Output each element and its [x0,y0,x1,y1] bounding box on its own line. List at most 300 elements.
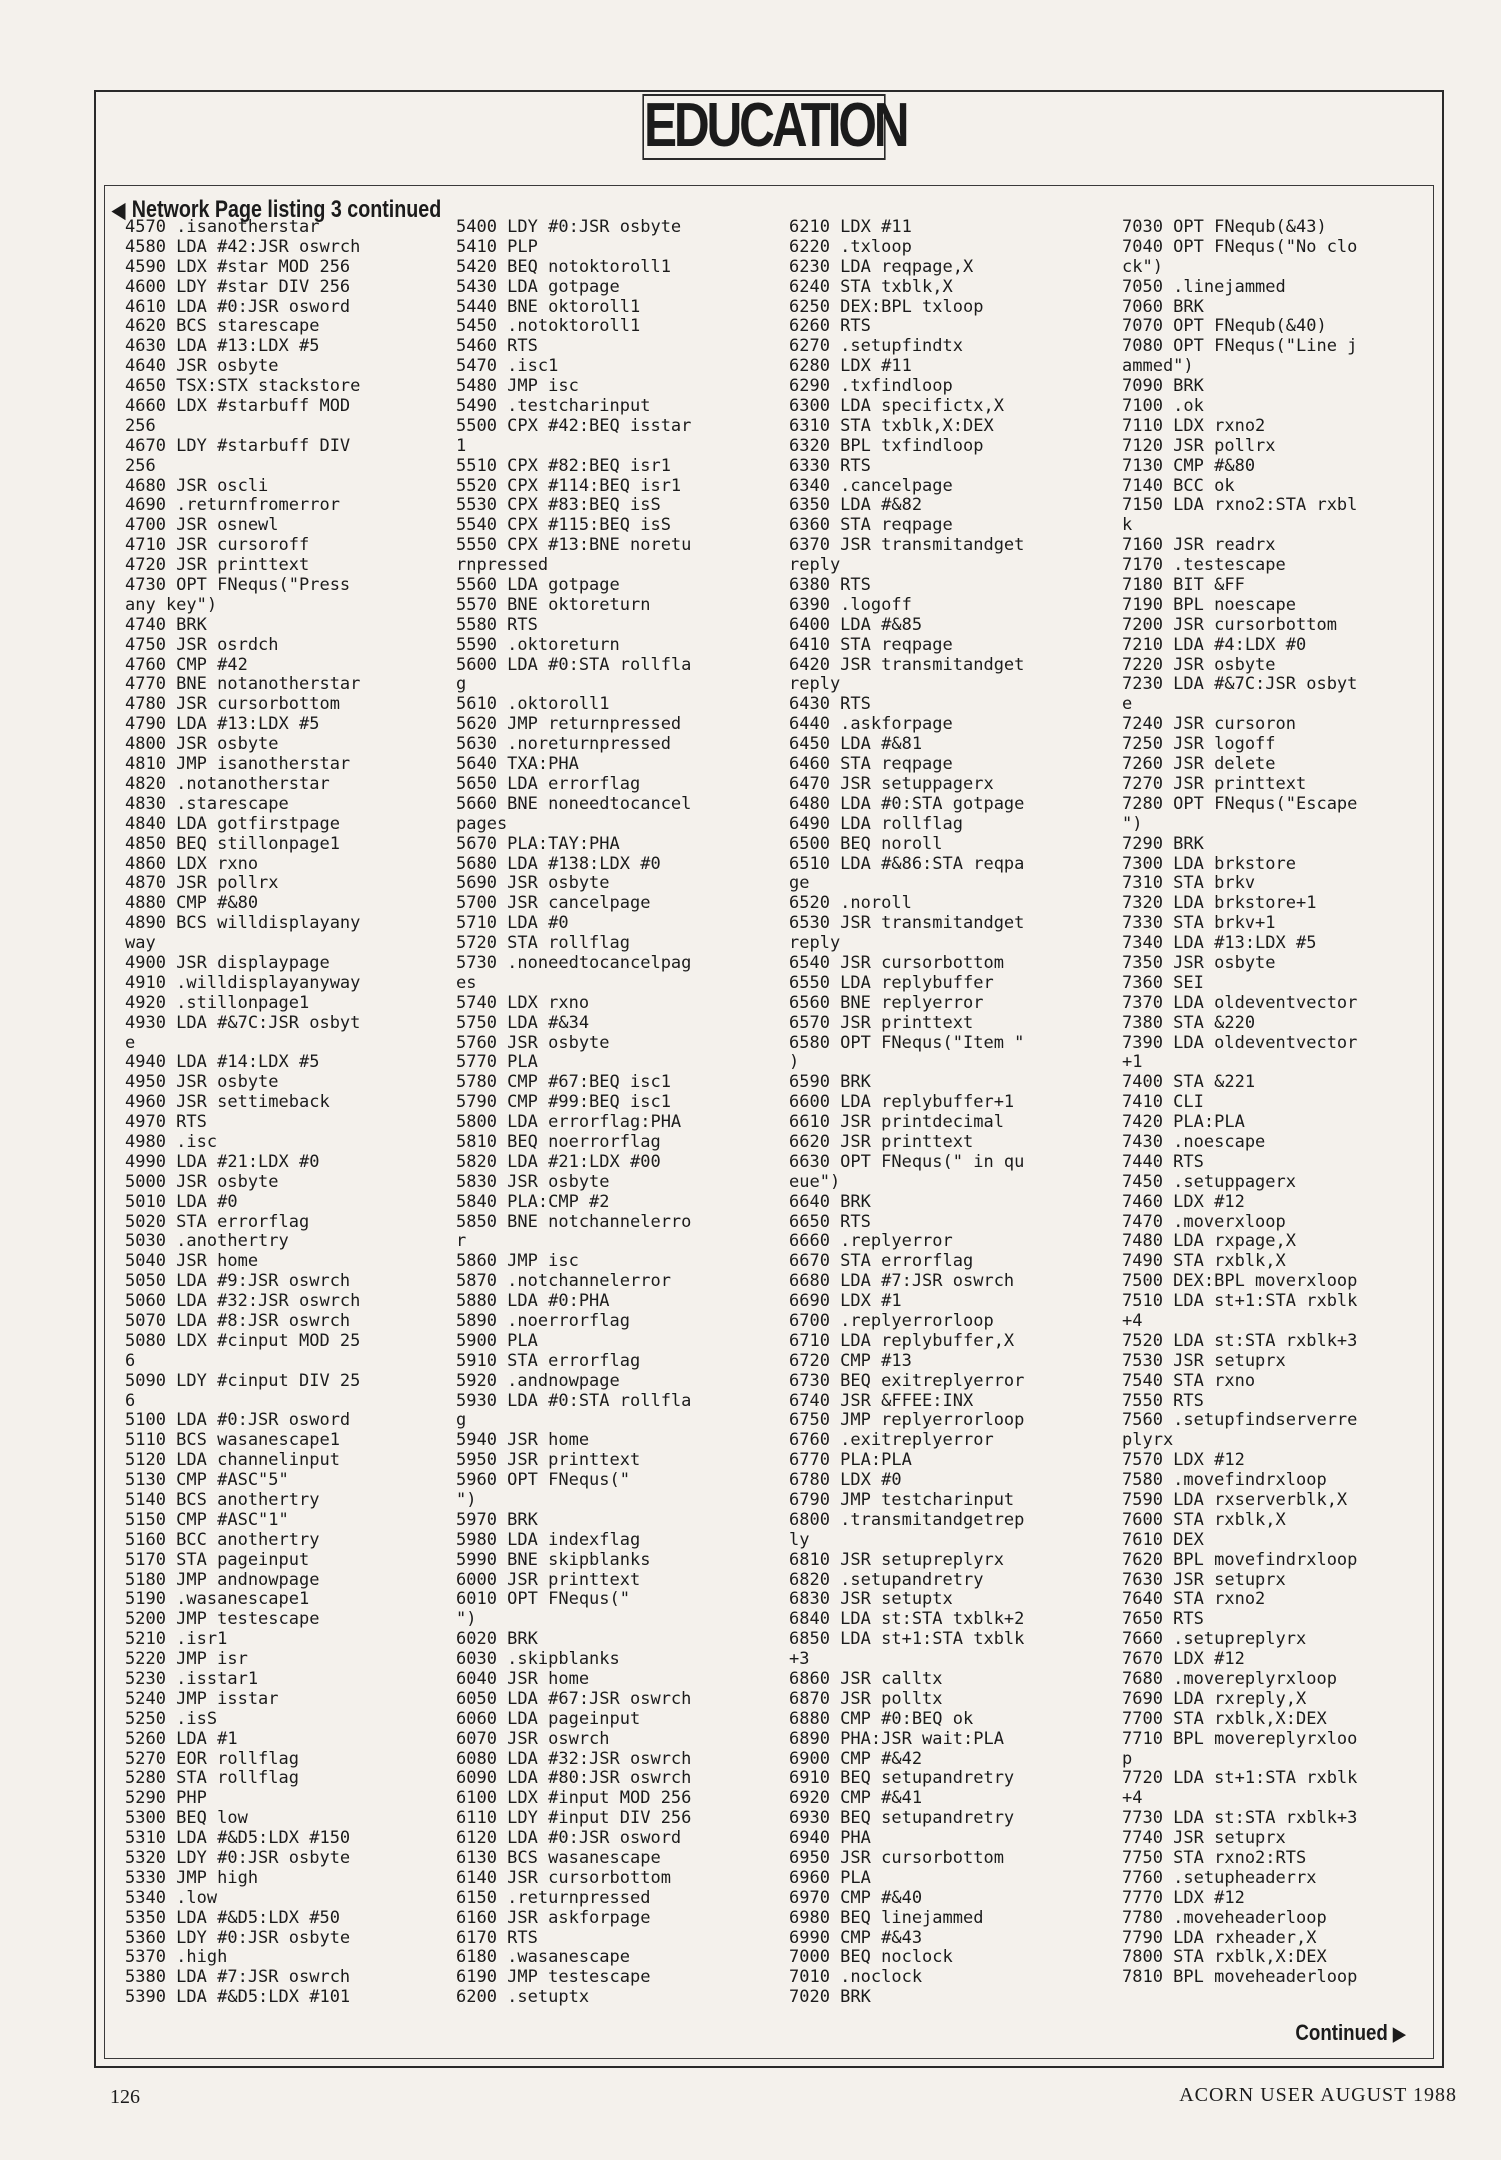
code-line: 4800 JSR osbyte [125,735,279,755]
code-line: 7640 STA rxno2 [1122,1590,1266,1610]
code-column-1 [125,218,460,2008]
code-line: 7190 BPL noescape [1122,595,1296,615]
code-line: 6660 .replyerror [789,1232,953,1252]
code-line: 5400 LDY #0:JSR osbyte [456,218,682,237]
code-column-4 [1122,218,1457,1988]
code-line: 6580 OPT FNequs("Item " [789,1033,1025,1053]
code-line: 6970 CMP #&40 [789,1888,923,1908]
code-line: 4590 LDX #star MOD 256 [125,257,351,277]
code-line: 5800 LDA errorflag:PHA [456,1113,682,1133]
code-line: 7480 LDA rxpage,X [1122,1232,1296,1252]
code-line: 4830 .starescape [125,794,289,814]
code-line: 5660 BNE noneedtocancel [456,794,692,814]
code-line: 1 [456,436,467,456]
code-line: 5570 BNE oktoreturn [456,595,651,615]
code-line: pages [456,814,508,834]
code-line: 5180 JMP andnowpage [125,1570,320,1590]
code-line: 6380 RTS [789,576,871,596]
code-column-3 [789,218,1124,2008]
code-line: 6940 PHA [789,1829,871,1849]
code-line: 4750 JSR osrdch [125,635,279,655]
code-line: 5040 JSR home [125,1252,259,1272]
code-line: 6710 LDA replybuffer,X [789,1331,1015,1351]
code-line: 7090 BRK [1122,377,1204,397]
code-line: 7690 LDA rxreply,X [1122,1689,1307,1709]
code-line: 7810 BPL moveheaderloop [1122,1968,1358,1988]
code-line: 7370 LDA oldeventvector [1122,993,1358,1013]
code-line: 4910 .willdisplayanyway [125,973,361,993]
code-line: 6910 BEQ setupandretry [789,1769,1015,1789]
code-line: 6240 STA txblk,X [789,277,953,297]
code-line: rnpressed [456,556,549,576]
code-line: 5510 CPX #82:BEQ isr1 [456,456,671,476]
code-line: 4640 JSR osbyte [125,357,279,377]
code-line: ") [456,1610,477,1630]
code-line: 7410 CLI [1122,1093,1204,1113]
code-line: 7320 LDA brkstore+1 [1122,894,1317,914]
code-line: 5010 LDA #0 [125,1192,238,1212]
code-line: 5990 BNE skipblanks [456,1550,651,1570]
code-line: 7260 JSR delete [1122,755,1276,775]
code-line: 5110 BCS wasanescape1 [125,1431,340,1451]
code-line: 5680 LDA #138:LDX #0 [456,854,661,874]
page-number: 126 [110,2086,140,2108]
code-line: 4630 LDA #13:LDX #5 [125,337,320,357]
code-line: 4580 LDA #42:JSR oswrch [125,237,361,257]
code-line: 6790 JMP testcharinput [789,1491,1015,1510]
code-line: 5030 .anothertry [125,1232,289,1252]
code-line: 6530 JSR transmitandget [789,914,1025,934]
code-line: 5360 LDY #0:JSR osbyte [125,1928,351,1948]
code-line: 5640 TXA:PHA [456,755,579,775]
code-line: 6270 .setupfindtx [789,337,963,357]
code-line: reply [789,556,841,576]
code-line: 4790 LDA #13:LDX #5 [125,715,320,735]
code-line: 5860 JMP isc [456,1252,579,1272]
code-line: 7230 LDA #&7C:JSR osbyt [1122,675,1358,695]
code-line: 7570 LDX #12 [1122,1451,1245,1471]
code-line: 4840 LDA gotfirstpage [125,814,340,834]
code-line: e [1122,695,1133,715]
code-line: g [456,1411,467,1431]
code-line: ") [456,1491,477,1510]
code-line: 6720 CMP #13 [789,1351,912,1371]
code-line: 5480 JMP isc [456,377,579,397]
code-line: +4 [1122,1311,1143,1331]
code-line: 6280 LDX #11 [789,357,912,377]
code-line: 5150 CMP #ASC"1" [125,1510,289,1530]
code-line: 4720 JSR printtext [125,556,310,576]
code-line: 6820 .setupandretry [789,1570,984,1590]
code-line: 6250 DEX:BPL txloop [789,297,984,317]
code-line: 5700 JSR cancelpage [456,894,651,914]
code-line: 6730 BEQ exitreplyerror [789,1371,1025,1391]
code-line: 5610 .oktoroll1 [456,695,610,715]
code-line: 4880 CMP #&80 [125,894,259,914]
code-line: 6090 LDA #80:JSR oswrch [456,1769,692,1789]
code-line: 6840 LDA st:STA txblk+2 [789,1610,1025,1630]
code-line: 7540 STA rxno [1122,1371,1256,1391]
code-line: +3 [789,1650,810,1670]
code-line: 5000 JSR osbyte [125,1172,279,1192]
code-line: 7780 .moveheaderloop [1122,1908,1327,1928]
code-line: 4660 LDX #starbuff MOD [125,397,351,417]
code-line: p [1122,1749,1133,1769]
code-line: 6100 LDX #input MOD 256 [456,1789,692,1809]
code-line: 7070 OPT FNequb(&40) [1122,317,1327,337]
code-line: 5310 LDA #&D5:LDX #150 [125,1829,351,1849]
code-line: 5650 LDA errorflag [456,774,641,794]
code-line: 6120 LDA #0:JSR osword [456,1829,682,1849]
code-line: 7710 BPL movereplyrxloo [1122,1729,1358,1749]
code-line: 4620 BCS starescape [125,317,320,337]
code-line: 4700 JSR osnewl [125,516,279,536]
code-line: 6640 BRK [789,1192,871,1212]
code-line: 5100 LDA #0:JSR osword [125,1411,351,1431]
code-line: 6500 BEQ noroll [789,834,943,854]
code-line: 7000 BEQ noclock [789,1948,953,1968]
code-line: 5290 PHP [125,1789,207,1809]
code-line: 6150 .returnpressed [456,1888,651,1908]
code-line: 6560 BNE replyerror [789,993,984,1013]
code-line: 6440 .askforpage [789,715,953,735]
code-line: 7030 OPT FNequb(&43) [1122,218,1327,237]
listing-heading-text: Network Page listing 3 continued [131,196,442,223]
code-line: 5560 LDA gotpage [456,576,620,596]
code-line: 7720 LDA st+1:STA rxblk [1122,1769,1358,1789]
code-line: 7490 STA rxblk,X [1122,1252,1286,1272]
code-line: 5790 CMP #99:BEQ isc1 [456,1093,671,1113]
code-line: 5230 .isstar1 [125,1670,259,1690]
code-line: 7210 LDA #4:LDX #0 [1122,635,1307,655]
code-line: 4820 .notanotherstar [125,774,330,794]
code-line: 256 [125,456,156,476]
code-line: 7510 LDA st+1:STA rxblk [1122,1292,1358,1312]
code-line: 5580 RTS [456,615,538,635]
code-line: 7300 LDA brkstore [1122,854,1296,874]
code-line: 6290 .txfindloop [789,377,953,397]
code-line: 5270 EOR rollflag [125,1749,299,1769]
code-line: 6780 LDX #0 [789,1471,902,1491]
code-line: 4760 CMP #42 [125,655,248,675]
code-line: 5380 LDA #7:JSR oswrch [125,1968,351,1988]
code-line: 5370 .high [125,1948,228,1968]
code-line: 6650 RTS [789,1212,871,1232]
code-line: 7450 .setuppagerx [1122,1172,1296,1192]
code-line: 6950 JSR cursorbottom [789,1849,1004,1869]
code-line: 6480 LDA #0:STA gotpage [789,794,1025,814]
code-line: 7170 .testescape [1122,556,1286,576]
code-line: ge [789,874,810,894]
code-line: 6060 LDA pageinput [456,1709,641,1729]
code-line: 4940 LDA #14:LDX #5 [125,1053,320,1073]
code-line: 5890 .noerrorflag [456,1311,630,1331]
code-line: 6900 CMP #&42 [789,1749,923,1769]
code-line: 4930 LDA #&7C:JSR osbyt [125,1013,361,1033]
code-line: 7110 LDX rxno2 [1122,416,1266,436]
code-line: 5900 PLA [456,1331,538,1351]
code-line: 6520 .noroll [789,894,912,914]
code-line: 7120 JSR pollrx [1122,436,1276,456]
code-line: 6890 PHA:JSR wait:PLA [789,1729,1004,1749]
code-line: 6830 JSR setuptx [789,1590,953,1610]
code-line: 5160 BCC anothertry [125,1530,320,1550]
code-line: 6310 STA txblk,X:DEX [789,416,994,436]
code-line: 7760 .setupheaderrx [1122,1868,1317,1888]
code-line: 6 [125,1391,136,1411]
code-line: 7160 JSR readrx [1122,536,1276,556]
code-line: 7750 STA rxno2:RTS [1122,1849,1307,1869]
code-line: 6210 LDX #11 [789,218,912,237]
code-line: 5450 .notoktoroll1 [456,317,641,337]
code-line: 4900 JSR displaypage [125,953,330,973]
code-line: 6460 STA reqpage [789,755,953,775]
code-line: 6160 JSR askforpage [456,1908,651,1928]
code-line: 5840 PLA:CMP #2 [456,1192,610,1212]
code-line: 7220 JSR osbyte [1122,655,1276,675]
code-line: 4920 .stillonpage1 [125,993,310,1013]
code-line: 6930 BEQ setupandretry [789,1809,1015,1829]
code-line: 7340 LDA #13:LDX #5 [1122,934,1317,954]
code-line: 7010 .noclock [789,1968,923,1988]
code-line: 7590 LDA rxserverblk,X [1122,1491,1348,1510]
code-line: 6140 JSR cursorbottom [456,1868,671,1888]
code-line: 7020 BRK [789,1988,871,2008]
code-line: 5460 RTS [456,337,538,357]
code-line: 7200 JSR cursorbottom [1122,615,1337,635]
code-line: 6670 STA errorflag [789,1252,974,1272]
code-line: 6750 JMP replyerrorloop [789,1411,1025,1431]
code-line: 5830 JSR osbyte [456,1172,610,1192]
code-line: 6570 JSR printtext [789,1013,974,1033]
code-line: 5260 LDA #1 [125,1729,238,1749]
code-line: 5140 BCS anothertry [125,1491,320,1510]
code-line: 7620 BPL movefindrxloop [1122,1550,1358,1570]
code-line: 5820 LDA #21:LDX #00 [456,1152,661,1172]
code-line: 4990 LDA #21:LDX #0 [125,1152,320,1172]
code-line: 6320 BPL txfindloop [789,436,984,456]
code-line: 6080 LDA #32:JSR oswrch [456,1749,692,1769]
code-line: 6470 JSR setuppagerx [789,774,994,794]
code-line: ) [789,1053,800,1073]
code-line: 6920 CMP #&41 [789,1789,923,1809]
code-line: 5090 LDY #cinput DIV 25 [125,1371,361,1391]
code-line: 7670 LDX #12 [1122,1650,1245,1670]
code-line: 6550 LDA replybuffer [789,973,994,993]
code-line: 7040 OPT FNequs("No clo [1122,237,1358,257]
code-line: 6620 JSR printtext [789,1132,974,1152]
code-line: 5550 CPX #13:BNE noretu [456,536,692,556]
code-line: 5300 BEQ low [125,1809,248,1829]
code-line: 7470 .moverxloop [1122,1212,1286,1232]
code-line: 5350 LDA #&D5:LDX #50 [125,1908,340,1928]
code-line: 5250 .isS [125,1709,218,1729]
code-line: 4600 LDY #star DIV 256 [125,277,351,297]
code-line: 5070 LDA #8:JSR oswrch [125,1311,351,1331]
code-line: 6 [125,1351,136,1371]
code-line: 5530 CPX #83:BEQ isS [456,496,661,516]
code-line: 4950 JSR osbyte [125,1073,279,1093]
code-line: ") [1122,814,1143,834]
code-line: 5280 STA rollflag [125,1769,299,1789]
code-line: 6220 .txloop [789,237,912,257]
code-line: reply [789,675,841,695]
code-line: 7460 LDX #12 [1122,1192,1245,1212]
code-line: 5130 CMP #ASC"5" [125,1471,289,1491]
code-line: 6680 LDA #7:JSR oswrch [789,1272,1015,1292]
code-line: 6860 JSR calltx [789,1670,943,1690]
magazine-issue: ACORN USER AUGUST 1988 [1179,2084,1457,2106]
code-line: 5670 PLA:TAY:PHA [456,834,620,854]
code-line: 5970 BRK [456,1510,538,1530]
code-line: 5910 STA errorflag [456,1351,641,1371]
code-line: 4860 LDX rxno [125,854,259,874]
code-line: 5770 PLA [456,1053,538,1073]
code-line: 7390 LDA oldeventvector [1122,1033,1358,1053]
code-line: 5850 BNE notchannelerro [456,1212,692,1232]
code-line: 4960 JSR settimeback [125,1093,330,1113]
code-line: 5540 CPX #115:BEQ isS [456,516,671,536]
code-line: 6770 PLA:PLA [789,1451,912,1471]
code-line: 5430 LDA gotpage [456,277,620,297]
code-line: 6190 JMP testescape [456,1968,651,1988]
code-line: 6020 BRK [456,1630,538,1650]
code-line: 4730 OPT FNequs("Press [125,576,351,596]
code-line: 5340 .low [125,1888,218,1908]
code-line: 5190 .wasanescape1 [125,1590,310,1610]
code-line: 5500 CPX #42:BEQ isstar [456,416,692,436]
code-line: 6350 LDA #&82 [789,496,923,516]
code-line: 6260 RTS [789,317,871,337]
code-line: 7250 JSR logoff [1122,735,1276,755]
code-line: 7800 STA rxblk,X:DEX [1122,1948,1327,1968]
code-line: 5410 PLP [456,237,538,257]
code-line: 7500 DEX:BPL moverxloop [1122,1272,1358,1292]
right-arrow-icon: ▶ [1392,2024,1405,2045]
code-line: 6010 OPT FNequs(" [456,1590,630,1610]
code-line: 5980 LDA indexflag [456,1530,641,1550]
code-line: 7420 PLA:PLA [1122,1113,1245,1133]
code-line: 7360 SEI [1122,973,1204,993]
code-line: 6630 OPT FNequs(" in qu [789,1152,1025,1172]
code-line: 6690 LDX #1 [789,1292,902,1312]
code-line: 6810 JSR setupreplyrx [789,1550,1004,1570]
code-line: ly [789,1530,810,1550]
code-line: 7550 RTS [1122,1391,1204,1411]
code-line: g [456,675,467,695]
code-line: 7060 BRK [1122,297,1204,317]
code-line: 4570 .isanotherstar [125,218,320,237]
code-line: 7130 CMP #&80 [1122,456,1256,476]
code-line: 5600 LDA #0:STA rollfla [456,655,692,675]
code-line: 6760 .exitreplyerror [789,1431,994,1451]
code-line: 7440 RTS [1122,1152,1204,1172]
code-line: 6410 STA reqpage [789,635,953,655]
code-line: 5710 LDA #0 [456,914,569,934]
code-line: 7530 JSR setuprx [1122,1351,1286,1371]
code-line: 5690 JSR osbyte [456,874,610,894]
code-line: 6610 JSR printdecimal [789,1113,1004,1133]
code-line: 5750 LDA #&34 [456,1013,590,1033]
code-line: any key") [125,595,218,615]
code-line: 7280 OPT FNequs("Escape [1122,794,1358,814]
code-line: 7270 JSR printtext [1122,774,1307,794]
code-line: 5330 JMP high [125,1868,259,1888]
code-line: 5170 STA pageinput [125,1550,310,1570]
code-line: 4690 .returnfromerror [125,496,340,516]
code-column-2 [456,218,791,2008]
code-line: 4740 BRK [125,615,207,635]
code-line: 6000 JSR printtext [456,1570,641,1590]
code-line: 5080 LDX #cinput MOD 25 [125,1331,361,1351]
code-line: 7310 STA brkv [1122,874,1256,894]
code-line: 5760 JSR osbyte [456,1033,610,1053]
code-line: 6200 .setuptx [456,1988,590,2008]
code-line: 5780 CMP #67:BEQ isc1 [456,1073,671,1093]
code-line: plyrx [1122,1431,1174,1451]
code-line: 6330 RTS [789,456,871,476]
section-title: EDUCATION [644,91,907,160]
code-line: 6490 LDA rollflag [789,814,963,834]
code-line: 6400 LDA #&85 [789,615,923,635]
code-line: 6870 JSR polltx [789,1689,943,1709]
code-line: 7050 .linejammed [1122,277,1286,297]
code-line: 6600 LDA replybuffer+1 [789,1093,1015,1113]
code-line: 6540 JSR cursorbottom [789,953,1004,973]
code-line: ammed") [1122,357,1194,377]
code-line: 7080 OPT FNequs("Line j [1122,337,1358,357]
code-line: es [456,973,477,993]
code-line: 5730 .noneedtocancelpag [456,953,692,973]
code-line: 5940 JSR home [456,1431,590,1451]
code-line: 7740 JSR setuprx [1122,1829,1286,1849]
code-line: 6300 LDA specifictx,X [789,397,1004,417]
code-line: 6450 LDA #&81 [789,735,923,755]
code-line: 4770 BNE notanotherstar [125,675,361,695]
code-line: 5440 BNE oktoroll1 [456,297,641,317]
code-line: +4 [1122,1789,1143,1809]
code-line: 6700 .replyerrorloop [789,1311,994,1331]
code-line: 5210 .isr1 [125,1630,228,1650]
code-line: 6990 CMP #&43 [789,1928,923,1948]
code-line: 7680 .movereplyrxloop [1122,1670,1337,1690]
code-line: 6030 .skipblanks [456,1650,620,1670]
code-line: 4670 LDY #starbuff DIV [125,436,351,456]
code-line: 4680 JSR oscli [125,476,269,496]
code-line: 5960 OPT FNequs(" [456,1471,630,1491]
code-line: 5390 LDA #&D5:LDX #101 [125,1988,351,2008]
code-line: 7600 STA rxblk,X [1122,1510,1286,1530]
code-line: e [125,1033,136,1053]
code-line: 5020 STA errorflag [125,1212,310,1232]
code-line: 5220 JMP isr [125,1650,248,1670]
code-line: 6180 .wasanescape [456,1948,630,1968]
code-line: 6430 RTS [789,695,871,715]
code-line: 6050 LDA #67:JSR oswrch [456,1689,692,1709]
code-line: 4980 .isc [125,1132,218,1152]
code-line: 7290 BRK [1122,834,1204,854]
code-line: 5490 .testcharinput [456,397,651,417]
code-line: 7650 RTS [1122,1610,1204,1630]
code-line: 6980 BEQ linejammed [789,1908,984,1928]
code-line: 5420 BEQ notoktoroll1 [456,257,671,277]
code-line: 4710 JSR cursoroff [125,536,310,556]
code-line: 5880 LDA #0:PHA [456,1292,610,1312]
code-line: 5950 JSR printtext [456,1451,641,1471]
code-line: 6390 .logoff [789,595,912,615]
code-line: 6880 CMP #0:BEQ ok [789,1709,974,1729]
code-line: 4810 JMP isanotherstar [125,755,351,775]
